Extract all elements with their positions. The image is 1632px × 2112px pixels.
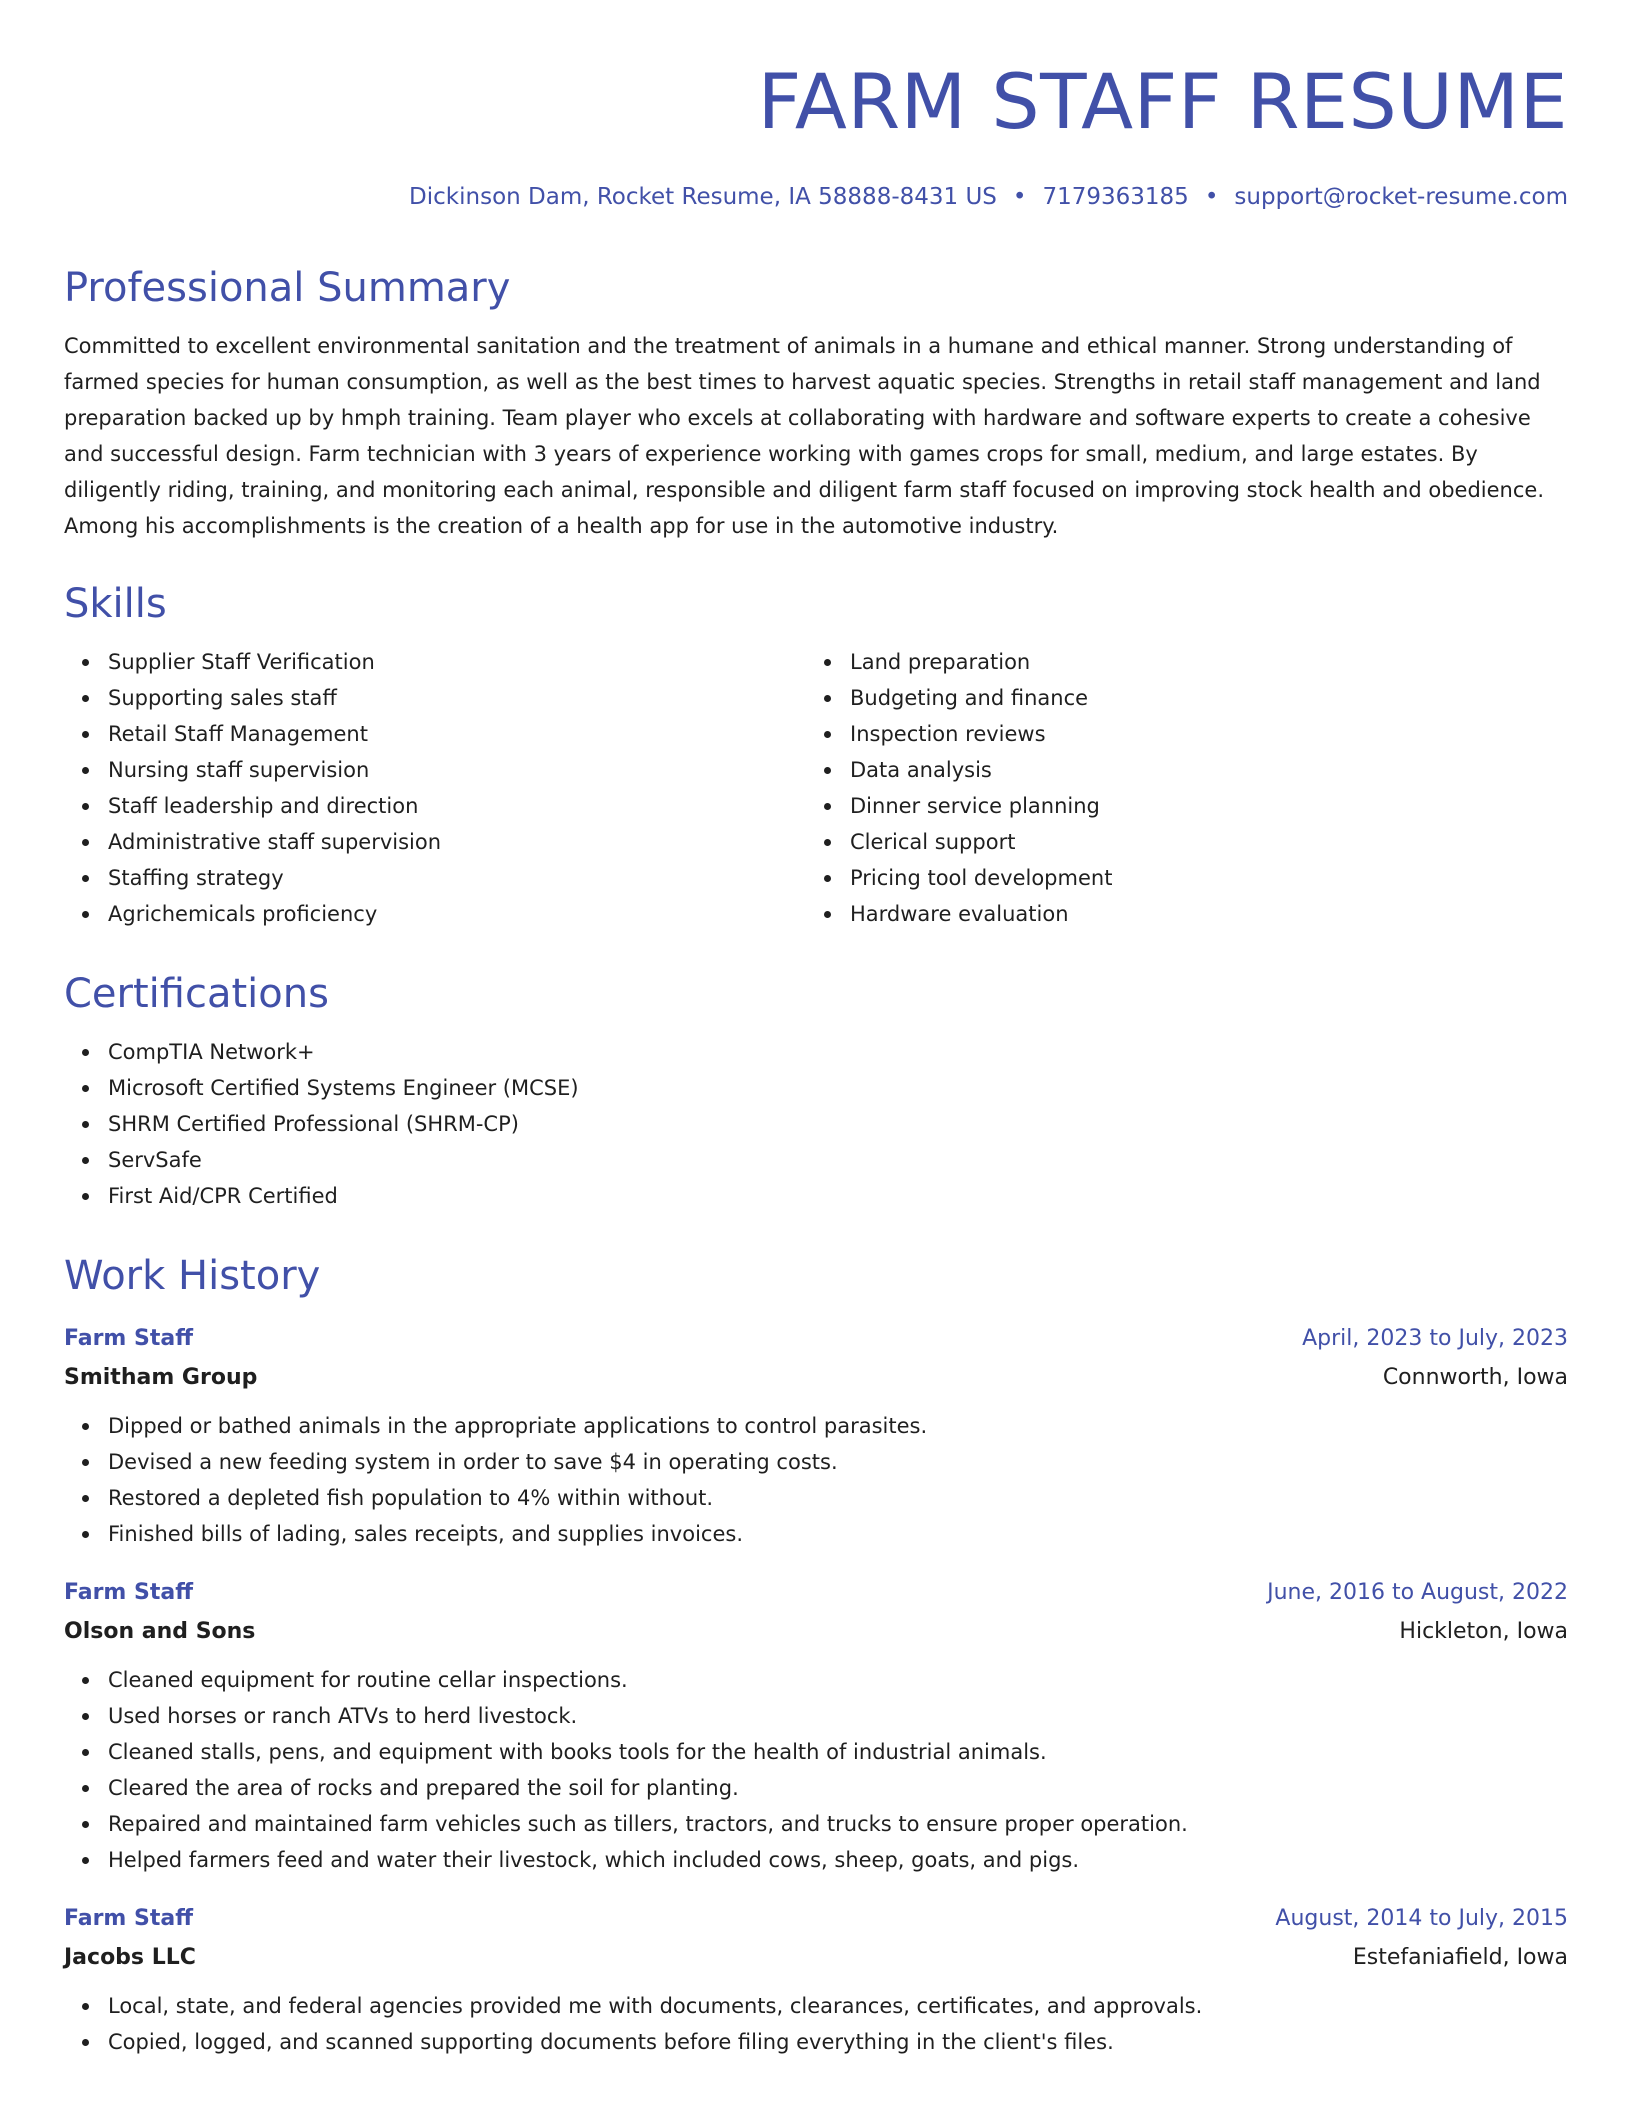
skills-heading: Skills bbox=[64, 581, 167, 627]
summary-heading: Professional Summary bbox=[64, 265, 511, 311]
job-company: Smitham Group bbox=[64, 1365, 258, 1390]
contact-separator: • bbox=[1012, 184, 1027, 210]
skill-item: Inspection reviews bbox=[850, 716, 1548, 752]
job-title: Farm Staff bbox=[64, 1580, 194, 1605]
skill-item: Supporting sales staff bbox=[108, 680, 806, 716]
skills-section bbox=[64, 578, 1568, 932]
certification-item: First Aid/CPR Certified bbox=[108, 1178, 1568, 1214]
contact-phone: 7179363185 bbox=[1042, 184, 1189, 210]
skill-item: Data analysis bbox=[850, 752, 1548, 788]
certification-item: SHRM Certified Professional (SHRM-CP) bbox=[108, 1106, 1568, 1142]
job-location: Connworth, Iowa bbox=[1382, 1365, 1568, 1390]
job-header-row bbox=[64, 1900, 1568, 1938]
certification-item: CompTIA Network+ bbox=[108, 1034, 1568, 1070]
certifications-section bbox=[64, 968, 1568, 1214]
job-dates: August, 2014 to July, 2015 bbox=[1275, 1906, 1568, 1931]
job-bullet: Cleared the area of rocks and prepared the soil for planting. bbox=[108, 1770, 1568, 1806]
job-bullets bbox=[64, 1662, 1568, 1878]
contact-line bbox=[409, 180, 1568, 214]
job-company: Jacobs LLC bbox=[64, 1945, 196, 1970]
job-title: Farm Staff bbox=[64, 1326, 194, 1351]
job-bullet: Finished bills of lading, sales receipts, and supplies invoices. bbox=[108, 1516, 1568, 1552]
skill-item: Administrative staff supervision bbox=[108, 824, 806, 860]
job-location: Hickleton, Iowa bbox=[1399, 1619, 1568, 1644]
job-bullet: Repaired and maintained farm vehicles such as tillers, tractors, and trucks to ensure proper operation. bbox=[108, 1806, 1568, 1842]
job-bullet: Local, state, and federal agencies provided me with documents, clearances, certificates, and approvals. bbox=[108, 1988, 1568, 2024]
job-dates: June, 2016 to August, 2022 bbox=[1267, 1580, 1568, 1605]
summary-text: Committed to excellent environmental sanitation and the treatment of animals in a humane and ethical manner. Strong understanding of farmed species for human consumption, as well as the best times to harvest aquatic species. Strengths in retail staff management and land preparation backed up by hmph training. Team player who excels at collaborating with hardware and software experts to create a cohesive and successful design. Farm technician with 3 years of experience working with games crops for small, medium, and large estates. By diligently riding, training, and monitoring each animal, responsible and diligent farm staff focused on improving stock health and obedience. Among his accomplishments is the creation of a health app for use in the automotive industry. bbox=[64, 334, 1545, 538]
job-bullets bbox=[64, 1408, 1568, 1552]
job-location: Estefaniafield, Iowa bbox=[1352, 1945, 1568, 1970]
skill-item: Pricing tool development bbox=[850, 860, 1548, 896]
skill-item: Nursing staff supervision bbox=[108, 752, 806, 788]
skill-item: Staffing strategy bbox=[108, 860, 806, 896]
job-bullet: Used horses or ranch ATVs to herd livestock. bbox=[108, 1698, 1568, 1734]
job-bullet: Devised a new feeding system in order to save $4 in operating costs. bbox=[108, 1444, 1568, 1480]
skill-item: Clerical support bbox=[850, 824, 1548, 860]
skills-columns bbox=[64, 630, 1568, 932]
skill-item: Retail Staff Management bbox=[108, 716, 806, 752]
job-entry bbox=[64, 1574, 1568, 1878]
work-history-section bbox=[64, 1250, 1568, 2060]
skills-list-right bbox=[806, 644, 1548, 932]
contact-email[interactable]: support@rocket-resume.com bbox=[1234, 184, 1568, 210]
skill-item: Supplier Staff Verification bbox=[108, 644, 806, 680]
skill-item: Budgeting and finance bbox=[850, 680, 1548, 716]
contact-separator: • bbox=[1204, 184, 1219, 210]
certifications-heading: Certifications bbox=[64, 971, 329, 1017]
skill-item: Agrichemicals proficiency bbox=[108, 896, 806, 932]
job-bullets bbox=[64, 1988, 1568, 2060]
job-bullet: Copied, logged, and scanned supporting documents before filing everything in the client's files. bbox=[108, 2024, 1568, 2060]
summary-section bbox=[64, 262, 1568, 544]
job-dates: April, 2023 to July, 2023 bbox=[1302, 1326, 1568, 1351]
job-bullet: Cleaned stalls, pens, and equipment with books tools for the health of industrial animals. bbox=[108, 1734, 1568, 1770]
certification-item: ServSafe bbox=[108, 1142, 1568, 1178]
job-entry bbox=[64, 1320, 1568, 1552]
job-bullet: Restored a depleted fish population to 4% within without. bbox=[108, 1480, 1568, 1516]
job-header-row bbox=[64, 1574, 1568, 1612]
work-history-heading: Work History bbox=[64, 1253, 321, 1299]
skill-item: Staff leadership and direction bbox=[108, 788, 806, 824]
certification-item: Microsoft Certified Systems Engineer (MCSE) bbox=[108, 1070, 1568, 1106]
job-company-row bbox=[64, 1358, 1568, 1398]
job-company: Olson and Sons bbox=[64, 1619, 256, 1644]
job-company-row bbox=[64, 1612, 1568, 1652]
job-bullet: Helped farmers feed and water their livestock, which included cows, sheep, goats, and pigs. bbox=[108, 1842, 1568, 1878]
certifications-list bbox=[64, 1034, 1568, 1214]
resume-title: FARM STAFF RESUME bbox=[757, 57, 1568, 146]
skill-item: Land preparation bbox=[850, 644, 1548, 680]
contact-address: Dickinson Dam, Rocket Resume, IA 58888-8431 US bbox=[409, 184, 997, 210]
job-bullet: Dipped or bathed animals in the appropriate applications to control parasites. bbox=[108, 1408, 1568, 1444]
skill-item: Dinner service planning bbox=[850, 788, 1548, 824]
job-company-row bbox=[64, 1938, 1568, 1978]
job-header-row bbox=[64, 1320, 1568, 1358]
job-bullet: Cleaned equipment for routine cellar inspections. bbox=[108, 1662, 1568, 1698]
skill-item: Hardware evaluation bbox=[850, 896, 1548, 932]
job-title: Farm Staff bbox=[64, 1906, 194, 1931]
skills-list-left bbox=[64, 644, 806, 932]
job-entry bbox=[64, 1900, 1568, 2060]
